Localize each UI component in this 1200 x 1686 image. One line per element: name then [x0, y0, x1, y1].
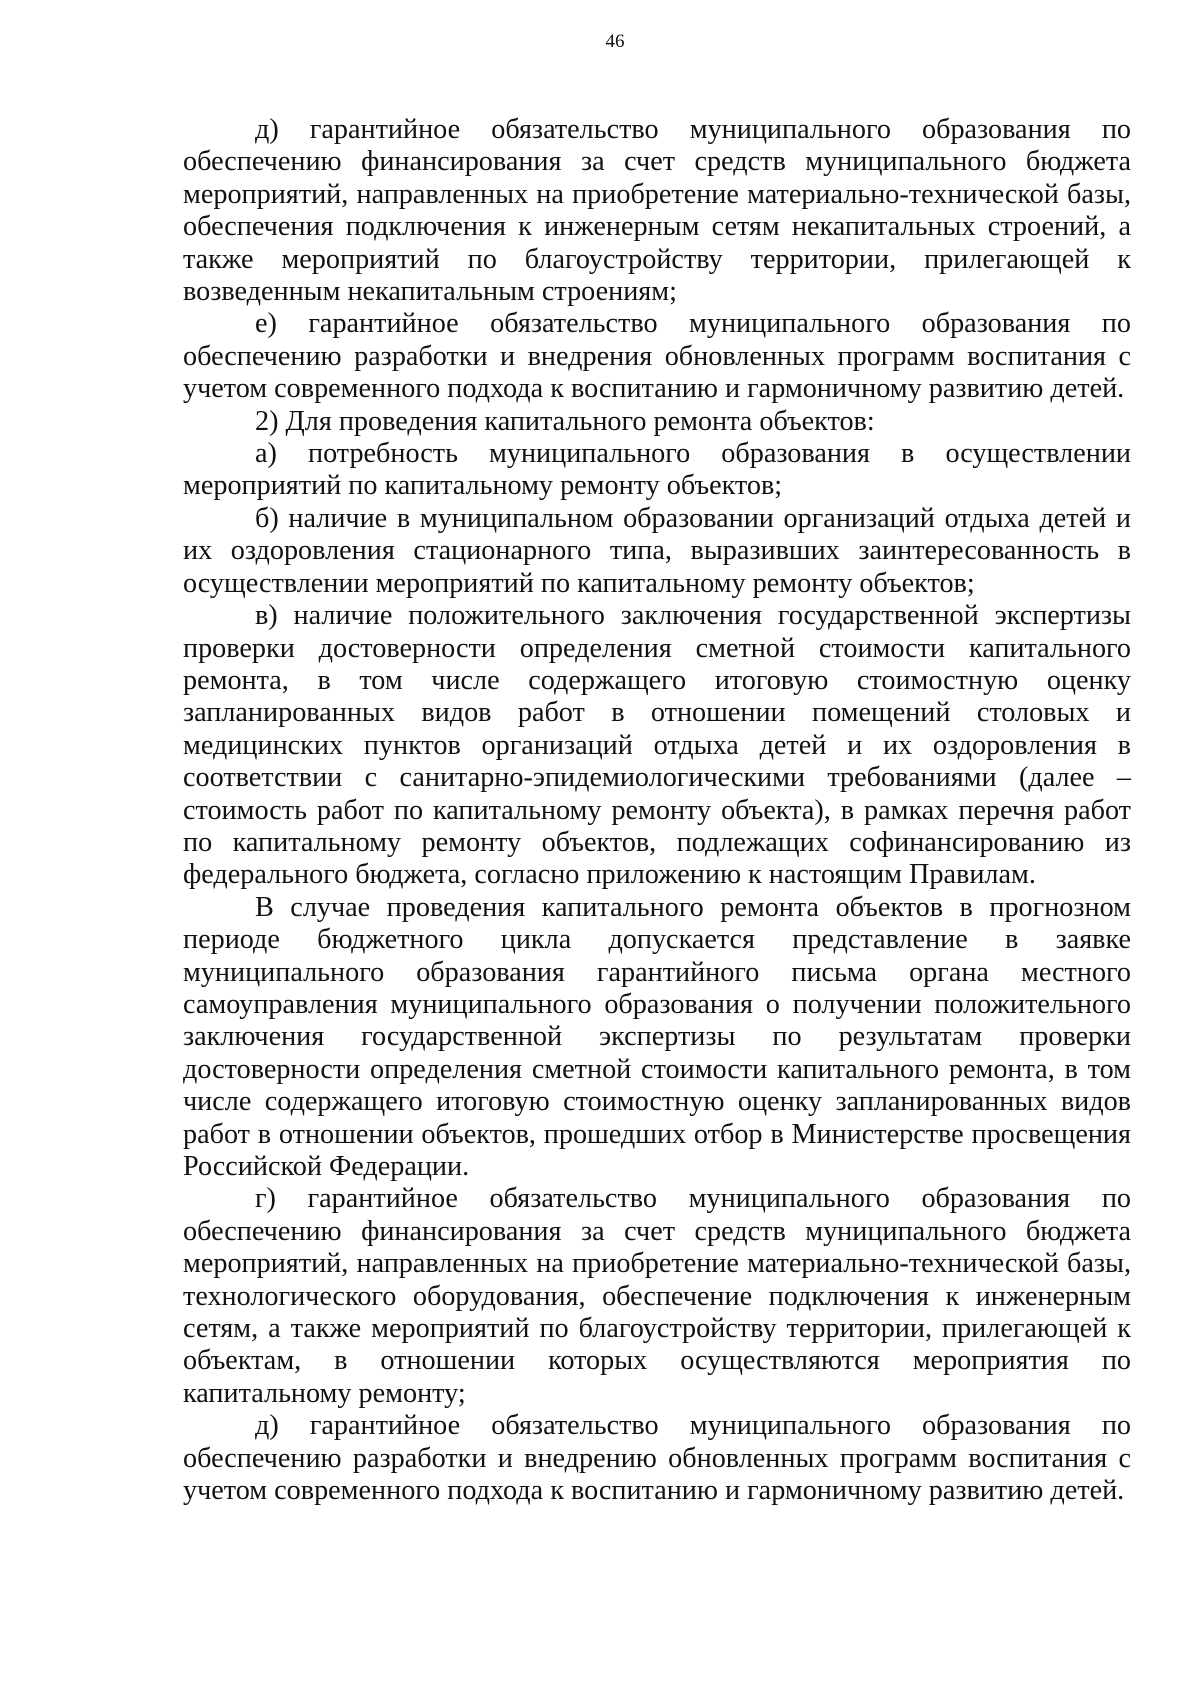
paragraph-forecast-period: В случае проведения капитального ремонта объектов в прогнозном периоде бюджетного цикла допускается представление в заявке муниципального образования гарантийного письма органа местного самоуправления муниципального образования о получении положительного заключения государственной экспертизы по результатам проверки достоверности определения сметной стоимости капитального ремонта, в том числе содержащего итоговую стоимостную оценку запланированных видов работ в отношении объектов, прошедших отбор в Министерстве просвещения Российской Федерации. — [183, 891, 1131, 1182]
paragraph-e-guarantee-programs: е) гарантийное обязательство муниципального образования по обеспечению разработки и внедрения обновленных программ воспитания с учетом современного подхода к воспитанию и гармоничному развитию детей. — [183, 308, 1131, 405]
paragraph-d-guarantee-financing: д) гарантийное обязательство муниципального образования по обеспечению финансирования за счет средств муниципального бюджета мероприятий, направленных на приобретение материально-технической базы, обеспечения подключения к инженерным сетям некапитальных строений, а также мероприятий по благоустройству территории, прилегающей к возведенным некапитальным строениям; — [183, 114, 1131, 308]
paragraph-d-guarantee-programs: д) гарантийное обязательство муниципального образования по обеспечению разработки и внедрению обновленных программ воспитания с учетом современного подхода к воспитанию и гармоничному развитию детей. — [183, 1410, 1131, 1507]
document-body — [183, 114, 1131, 1507]
paragraph-a-need: а) потребность муниципального образования в осуществлении мероприятий по капитальному ремонту объектов; — [183, 438, 1131, 502]
page-number: 46 — [605, 31, 625, 52]
paragraph-g-guarantee-financing: г) гарантийное обязательство муниципального образования по обеспечению финансирования за счет средств муниципального бюджета мероприятий, направленных на приобретение материально-технической базы, технологического оборудования, обеспечение подключения к инженерным сетям, а также мероприятий по благоустройству территории, прилегающей к объектам, в отношении которых осуществляются мероприятия по капитальному ремонту; — [183, 1183, 1131, 1409]
paragraph-section-2-heading: 2) Для проведения капитального ремонта объектов: — [255, 405, 875, 437]
paragraph-v-expertise: в) наличие положительного заключения государственной экспертизы проверки достоверности определения сметной стоимости капитального ремонта, в том числе содержащего итоговую стоимостную оценку запланированных видов работ в отношении помещений столовых и медицинских пунктов организаций отдыха детей и их оздоровления в соответствии с санитарно-эпидемиологическими требованиями (далее – стоимость работ по капитальному ремонту объекта), в рамках перечня работ по капитальному ремонту объектов, подлежащих софинансированию из федерального бюджета, согласно приложению к настоящим Правилам. — [183, 600, 1131, 891]
paragraph-b-organizations: б) наличие в муниципальном образовании организаций отдыха детей и их оздоровления стационарного типа, выразивших заинтересованность в осуществлении мероприятий по капитальному ремонту объектов; — [183, 502, 1131, 599]
